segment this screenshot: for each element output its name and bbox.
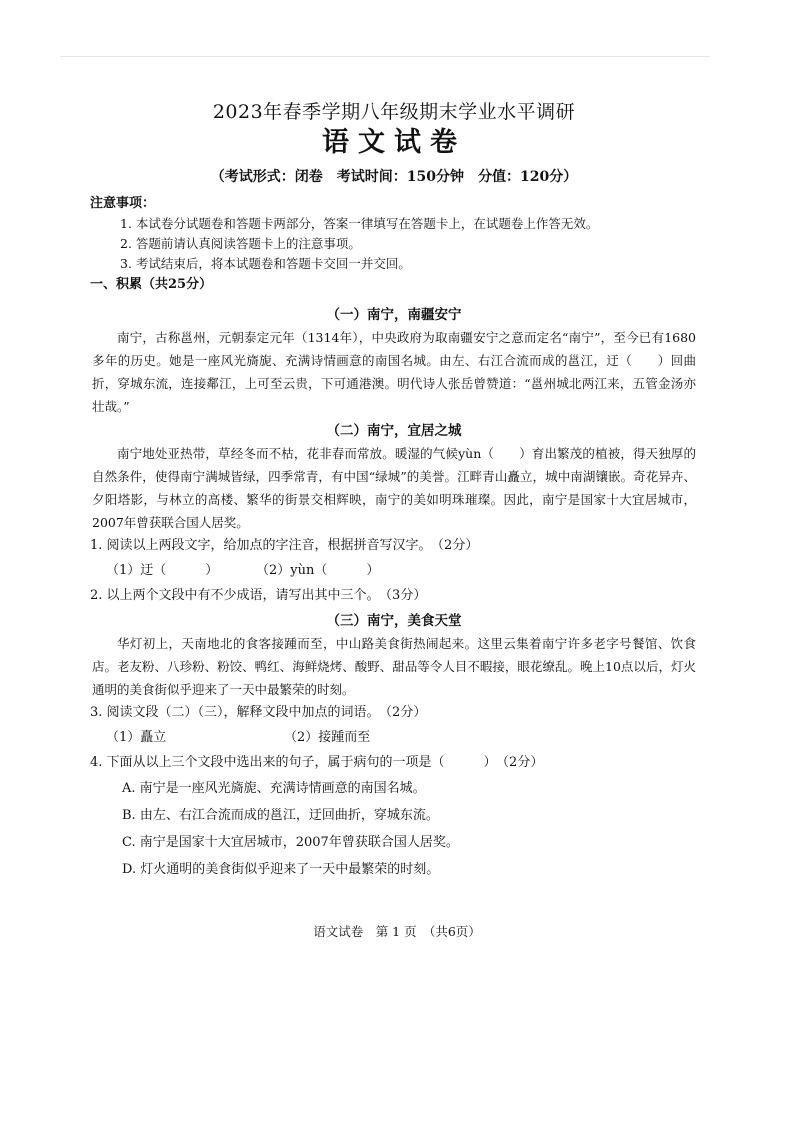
note-item-3: 3. 考试结束后，将本试题卷和答题卡交回一并交回。 [120, 256, 411, 271]
exam-page [92, 100, 696, 883]
question-3-text: 3. 阅读文段（二）（三），解释文段中加点的词语。 [90, 705, 380, 720]
question-1-sub-1: （1）迂（ ） [106, 563, 219, 578]
passage-2: 南宁地处亚热带，草经冬而不枯，花非春而常放。暖湿的气候yùn（ ）育出繁茂的植被，得天独厚的自然条件，使得南宁满城皆绿，四季常青，有中国“绿城”的美誉。江畔青山矗立，城中南湖镶嵌。奇花异卉、夕阳塔影，与林立的高楼、繁华的街景交相辉映，南宁的美如明珠璀璨。因此，南宁是国家十大宜居城市，2007年曾获联合国人居奖。 [92, 446, 696, 530]
note-item-2: 2. 答题前请认真阅读答题卡上的注意事项。 [120, 236, 361, 251]
question-3-sub-1: （1）矗立 [106, 730, 167, 745]
question-3-sub-2: （2）接踵而至 [284, 730, 371, 745]
question-4-points: （2分） [502, 755, 544, 770]
top-rule [60, 56, 710, 57]
question-4-text: 4. 下面从以上三个文段中选出来的句子，属于病句的一项是（ ） [90, 755, 497, 770]
question-2 [90, 584, 696, 608]
question-4-option-b: B. 由左、右江合流而成的邕江，迂回曲折，穿城东流。 [122, 808, 439, 823]
passage-title-2: （二）南宁，宜居之城 [326, 423, 462, 439]
exam-info: （考试形式：闭卷 考试时间：150分钟 分值：120分） [210, 169, 578, 185]
passage-1: 南宁，古称邕州，元朝泰定元年（1314年），中央政府为取南疆安宁之意而定名“南宁”，至今已有1680多年的历史。她是一座风光旖旎、充满诗情画意的南国名城。由左、右江合流而成的邕江，迂（ ）回曲折，穿城东流，连接鄰江，上可至云贵，下可通港澳。明代诗人张岳曾赞道：“邕州城北两江来，五管金汤亦壮哉。” [92, 330, 696, 414]
question-4-option-a: A. 南宁是一座风光旖旎、充满诗情画意的南国名城。 [122, 781, 426, 796]
passage-title-1: （一）南宁，南疆安宁 [326, 307, 462, 323]
question-4-option-c: C. 南宁是国家十大宜居城市，2007年曾获联合国人居奖。 [122, 835, 459, 850]
question-1-points: （2分） [437, 538, 479, 553]
question-4-option-d: D. 灯火通明的美食街似乎迎来了一天中最繁荣的时刻。 [122, 862, 440, 877]
question-1-sub-2: （2）yùn（ ） [256, 563, 380, 578]
passage-title-3: （三）南宁，美食天堂 [326, 613, 462, 629]
question-2-text: 2. 以上两个文段中有不少成语，请写出其中三个。 [90, 588, 380, 603]
question-3-points: （2分） [385, 705, 427, 720]
passage-3: 华灯初上，天南地北的食客接踵而至，中山路美食街热闹起来。这里云集着南宁许多老字号餐馆、饮食店。老友粉、八珍粉、粉饺、鸭红、海鲜烧烤、酸野、甜品等令人目不暇接，眼花缭乱。晚上10点以后，灯火通明的美食街似乎迎来了一天中最繁荣的时刻。 [92, 636, 696, 697]
question-1-subitems [92, 558, 696, 584]
note-item-1: 1. 本试卷分试题卷和答题卡两部分，答案一律填写在答题卡上，在试题卷上作答无效。 [120, 216, 599, 231]
question-4 [90, 751, 696, 775]
exam-title: 2023年春季学期八年级期末学业水平调研 [212, 101, 576, 123]
question-1-text: 1. 阅读以上两段文字，给加点的字注音，根据拼音写汉字。 [90, 538, 432, 553]
question-2-points: （3分） [385, 588, 427, 603]
page-footer: 语文试卷 第 1 页 （共6页） [313, 924, 481, 939]
notes-heading: 注意事项： [90, 196, 156, 211]
section-heading: 一、积累（共25分） [90, 277, 213, 292]
exam-subtitle: 语文试卷 [322, 127, 466, 158]
question-3-subitems [92, 725, 696, 751]
question-3 [90, 701, 696, 725]
question-1 [90, 534, 696, 558]
